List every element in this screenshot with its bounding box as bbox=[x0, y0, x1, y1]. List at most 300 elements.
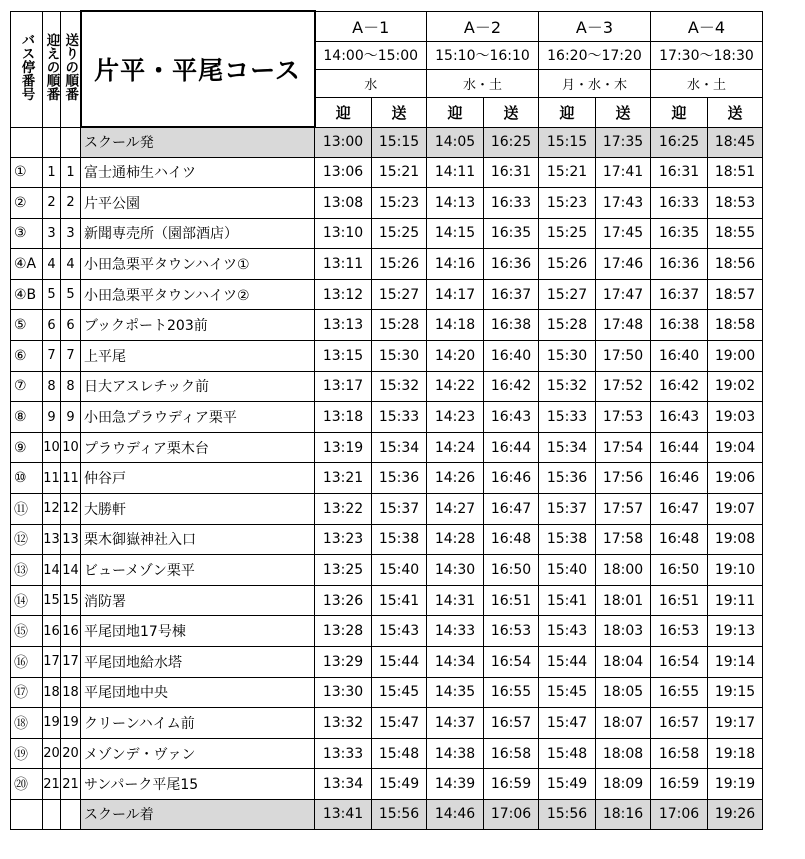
time-cell: 15:28 bbox=[539, 310, 596, 341]
time-cell: 13:13 bbox=[315, 310, 372, 341]
time-cell: 13:34 bbox=[315, 769, 372, 800]
time-cell: 19:19 bbox=[708, 769, 763, 800]
time-cell: 14:13 bbox=[427, 188, 484, 219]
time-cell: 16:48 bbox=[484, 524, 539, 555]
time-cell: 14:26 bbox=[427, 463, 484, 494]
time-cell: 15:47 bbox=[539, 708, 596, 739]
stop-number: ① bbox=[11, 157, 43, 188]
time-cell: 19:15 bbox=[708, 677, 763, 708]
time-cell: 14:22 bbox=[427, 371, 484, 402]
drop-order: 18 bbox=[61, 677, 81, 708]
time-cell: 18:55 bbox=[708, 218, 763, 249]
pickup-label: 迎 bbox=[315, 97, 372, 127]
time-cell: 14:35 bbox=[427, 677, 484, 708]
table-row bbox=[11, 463, 763, 494]
pickup-label: 迎 bbox=[427, 97, 484, 127]
stop-name: 片平公園 bbox=[81, 188, 315, 219]
table-row bbox=[11, 555, 763, 586]
drop-label: 送 bbox=[596, 97, 651, 127]
pickup-order: 9 bbox=[43, 402, 61, 433]
stop-name: 大勝軒 bbox=[81, 494, 315, 525]
stop-number: ② bbox=[11, 188, 43, 219]
time-cell: 17:54 bbox=[596, 432, 651, 463]
stop-number: ⑰ bbox=[11, 677, 43, 708]
drop-order: 2 bbox=[61, 188, 81, 219]
empty-cell bbox=[61, 799, 81, 829]
time-cell: 14:33 bbox=[427, 616, 484, 647]
stop-number: ⑤ bbox=[11, 310, 43, 341]
drop-order: 8 bbox=[61, 371, 81, 402]
time-cell: 17:06 bbox=[484, 799, 539, 829]
route-name-a3: A－3 bbox=[539, 11, 651, 41]
stop-number: ⑧ bbox=[11, 402, 43, 433]
stop-name: 小田急栗平タウンハイツ② bbox=[81, 279, 315, 310]
time-cell: 15:47 bbox=[372, 708, 427, 739]
drop-order: 6 bbox=[61, 310, 81, 341]
time-cell: 16:31 bbox=[651, 157, 708, 188]
time-cell: 19:13 bbox=[708, 616, 763, 647]
time-cell: 15:36 bbox=[372, 463, 427, 494]
time-cell: 13:10 bbox=[315, 218, 372, 249]
time-cell: 15:32 bbox=[372, 371, 427, 402]
time-cell: 17:43 bbox=[596, 188, 651, 219]
time-cell: 18:08 bbox=[596, 738, 651, 769]
time-cell: 17:47 bbox=[596, 279, 651, 310]
time-cell: 15:25 bbox=[372, 218, 427, 249]
empty-cell bbox=[43, 127, 61, 157]
table-row bbox=[11, 249, 763, 280]
stop-name: 平尾団地中央 bbox=[81, 677, 315, 708]
time-cell: 15:48 bbox=[372, 738, 427, 769]
time-cell: 17:50 bbox=[596, 341, 651, 372]
time-cell: 15:15 bbox=[372, 127, 427, 157]
depart-row bbox=[11, 127, 763, 157]
time-cell: 13:22 bbox=[315, 494, 372, 525]
time-cell: 19:02 bbox=[708, 371, 763, 402]
time-cell: 15:45 bbox=[539, 677, 596, 708]
stop-number: ⑭ bbox=[11, 585, 43, 616]
pickup-order-header: 迎えの順番 bbox=[43, 11, 61, 127]
time-cell: 16:55 bbox=[484, 677, 539, 708]
time-cell: 13:18 bbox=[315, 402, 372, 433]
arrive-label: スクール着 bbox=[81, 799, 315, 829]
time-cell: 16:42 bbox=[484, 371, 539, 402]
stop-name: 上平尾 bbox=[81, 341, 315, 372]
time-cell: 19:07 bbox=[708, 494, 763, 525]
arrive-row bbox=[11, 799, 763, 829]
time-cell: 15:40 bbox=[539, 555, 596, 586]
time-cell: 15:36 bbox=[539, 463, 596, 494]
pickup-order: 1 bbox=[43, 157, 61, 188]
stop-number: ③ bbox=[11, 218, 43, 249]
stop-name: ビューメゾン栗平 bbox=[81, 555, 315, 586]
stop-number: ⑩ bbox=[11, 463, 43, 494]
time-cell: 15:34 bbox=[372, 432, 427, 463]
stop-number: ⑬ bbox=[11, 555, 43, 586]
pickup-order: 15 bbox=[43, 585, 61, 616]
time-cell: 16:48 bbox=[651, 524, 708, 555]
time-cell: 18:57 bbox=[708, 279, 763, 310]
pickup-order: 16 bbox=[43, 616, 61, 647]
drop-order: 14 bbox=[61, 555, 81, 586]
drop-order: 21 bbox=[61, 769, 81, 800]
drop-order: 4 bbox=[61, 249, 81, 280]
drop-label: 送 bbox=[484, 97, 539, 127]
time-cell: 18:16 bbox=[596, 799, 651, 829]
time-cell: 15:48 bbox=[539, 738, 596, 769]
drop-order: 20 bbox=[61, 738, 81, 769]
route-days-a1: 水 bbox=[315, 69, 427, 97]
empty-cell bbox=[11, 799, 43, 829]
empty-cell bbox=[61, 127, 81, 157]
pickup-order: 18 bbox=[43, 677, 61, 708]
time-cell: 19:03 bbox=[708, 402, 763, 433]
time-cell: 15:44 bbox=[539, 647, 596, 678]
time-cell: 14:18 bbox=[427, 310, 484, 341]
time-cell: 15:43 bbox=[372, 616, 427, 647]
time-cell: 15:43 bbox=[539, 616, 596, 647]
drop-order: 3 bbox=[61, 218, 81, 249]
pickup-order: 2 bbox=[43, 188, 61, 219]
time-cell: 14:05 bbox=[427, 127, 484, 157]
time-cell: 13:23 bbox=[315, 524, 372, 555]
time-cell: 13:06 bbox=[315, 157, 372, 188]
drop-order: 11 bbox=[61, 463, 81, 494]
pickup-order: 4 bbox=[43, 249, 61, 280]
time-cell: 15:26 bbox=[372, 249, 427, 280]
table-row bbox=[11, 524, 763, 555]
drop-order: 12 bbox=[61, 494, 81, 525]
table-row bbox=[11, 585, 763, 616]
stop-name: 仲谷戸 bbox=[81, 463, 315, 494]
depart-label: スクール発 bbox=[81, 127, 315, 157]
time-cell: 15:21 bbox=[539, 157, 596, 188]
drop-order: 10 bbox=[61, 432, 81, 463]
stop-number: ⑱ bbox=[11, 708, 43, 739]
route-name-a2: A－2 bbox=[427, 11, 539, 41]
time-cell: 16:57 bbox=[651, 708, 708, 739]
time-cell: 13:30 bbox=[315, 677, 372, 708]
time-cell: 14:28 bbox=[427, 524, 484, 555]
stop-number: ⑮ bbox=[11, 616, 43, 647]
table-row bbox=[11, 738, 763, 769]
route-time-a2: 15:10～16:10 bbox=[427, 41, 539, 69]
time-cell: 14:34 bbox=[427, 647, 484, 678]
time-cell: 16:59 bbox=[484, 769, 539, 800]
empty-cell bbox=[43, 799, 61, 829]
time-cell: 16:54 bbox=[651, 647, 708, 678]
stop-name: 小田急プラウディア栗平 bbox=[81, 402, 315, 433]
route-days-a2: 水・土 bbox=[427, 69, 539, 97]
time-cell: 15:37 bbox=[539, 494, 596, 525]
time-cell: 18:04 bbox=[596, 647, 651, 678]
time-cell: 18:07 bbox=[596, 708, 651, 739]
time-cell: 15:30 bbox=[539, 341, 596, 372]
time-cell: 15:40 bbox=[372, 555, 427, 586]
drop-order: 19 bbox=[61, 708, 81, 739]
empty-cell bbox=[11, 127, 43, 157]
time-cell: 16:33 bbox=[484, 188, 539, 219]
time-cell: 14:16 bbox=[427, 249, 484, 280]
time-cell: 18:45 bbox=[708, 127, 763, 157]
pickup-label: 迎 bbox=[539, 97, 596, 127]
time-cell: 15:45 bbox=[372, 677, 427, 708]
pickup-order: 6 bbox=[43, 310, 61, 341]
time-cell: 14:38 bbox=[427, 738, 484, 769]
stop-number: ⑨ bbox=[11, 432, 43, 463]
stop-number-header: バス停番号 bbox=[11, 11, 43, 127]
stop-number: ⑳ bbox=[11, 769, 43, 800]
drop-order: 13 bbox=[61, 524, 81, 555]
time-cell: 16:37 bbox=[484, 279, 539, 310]
drop-order: 9 bbox=[61, 402, 81, 433]
time-cell: 15:23 bbox=[539, 188, 596, 219]
time-cell: 13:26 bbox=[315, 585, 372, 616]
pickup-order: 8 bbox=[43, 371, 61, 402]
time-cell: 15:33 bbox=[372, 402, 427, 433]
time-cell: 16:54 bbox=[484, 647, 539, 678]
time-cell: 13:15 bbox=[315, 341, 372, 372]
course-title: 片平・平尾コース bbox=[81, 11, 315, 127]
drop-order: 1 bbox=[61, 157, 81, 188]
time-cell: 16:38 bbox=[484, 310, 539, 341]
time-cell: 15:15 bbox=[539, 127, 596, 157]
time-cell: 16:44 bbox=[484, 432, 539, 463]
pickup-order: 14 bbox=[43, 555, 61, 586]
time-cell: 18:53 bbox=[708, 188, 763, 219]
drop-order: 5 bbox=[61, 279, 81, 310]
route-time-a1: 14:00～15:00 bbox=[315, 41, 427, 69]
time-cell: 17:45 bbox=[596, 218, 651, 249]
route-days-a4: 水・土 bbox=[651, 69, 763, 97]
route-time-a4: 17:30～18:30 bbox=[651, 41, 763, 69]
time-cell: 17:52 bbox=[596, 371, 651, 402]
table-row bbox=[11, 769, 763, 800]
time-cell: 19:00 bbox=[708, 341, 763, 372]
stop-name: 富士通柿生ハイツ bbox=[81, 157, 315, 188]
time-cell: 18:01 bbox=[596, 585, 651, 616]
time-cell: 14:30 bbox=[427, 555, 484, 586]
pickup-order: 19 bbox=[43, 708, 61, 739]
time-cell: 14:15 bbox=[427, 218, 484, 249]
time-cell: 15:56 bbox=[372, 799, 427, 829]
time-cell: 14:46 bbox=[427, 799, 484, 829]
time-cell: 15:49 bbox=[539, 769, 596, 800]
pickup-order: 5 bbox=[43, 279, 61, 310]
time-cell: 15:41 bbox=[372, 585, 427, 616]
time-cell: 14:23 bbox=[427, 402, 484, 433]
time-cell: 19:10 bbox=[708, 555, 763, 586]
time-cell: 15:34 bbox=[539, 432, 596, 463]
time-cell: 13:19 bbox=[315, 432, 372, 463]
stop-number: ⑥ bbox=[11, 341, 43, 372]
stop-number: ⑫ bbox=[11, 524, 43, 555]
time-cell: 14:27 bbox=[427, 494, 484, 525]
table-row bbox=[11, 157, 763, 188]
time-cell: 15:28 bbox=[372, 310, 427, 341]
route-time-a3: 16:20～17:20 bbox=[539, 41, 651, 69]
route-name-a4: A－4 bbox=[651, 11, 763, 41]
route-name-a1: A－1 bbox=[315, 11, 427, 41]
time-cell: 16:43 bbox=[651, 402, 708, 433]
time-cell: 16:50 bbox=[651, 555, 708, 586]
time-cell: 18:58 bbox=[708, 310, 763, 341]
stop-name: メゾンデ・ヴァン bbox=[81, 738, 315, 769]
time-cell: 19:08 bbox=[708, 524, 763, 555]
pickup-order: 17 bbox=[43, 647, 61, 678]
stop-name: 消防署 bbox=[81, 585, 315, 616]
time-cell: 13:41 bbox=[315, 799, 372, 829]
stop-name: プラウディア栗木台 bbox=[81, 432, 315, 463]
time-cell: 16:47 bbox=[651, 494, 708, 525]
stop-number: ⑲ bbox=[11, 738, 43, 769]
time-cell: 15:56 bbox=[539, 799, 596, 829]
pickup-label: 迎 bbox=[651, 97, 708, 127]
time-cell: 15:44 bbox=[372, 647, 427, 678]
time-cell: 17:57 bbox=[596, 494, 651, 525]
time-cell: 16:55 bbox=[651, 677, 708, 708]
table-row bbox=[11, 647, 763, 678]
time-cell: 16:42 bbox=[651, 371, 708, 402]
stop-name: 平尾団地給水塔 bbox=[81, 647, 315, 678]
time-cell: 16:53 bbox=[651, 616, 708, 647]
time-cell: 15:49 bbox=[372, 769, 427, 800]
stop-number: ⑪ bbox=[11, 494, 43, 525]
time-cell: 18:00 bbox=[596, 555, 651, 586]
time-cell: 13:32 bbox=[315, 708, 372, 739]
stop-name: サンパーク平尾15 bbox=[81, 769, 315, 800]
pickup-order: 13 bbox=[43, 524, 61, 555]
stop-number: ④A bbox=[11, 249, 43, 280]
time-cell: 17:53 bbox=[596, 402, 651, 433]
time-cell: 13:29 bbox=[315, 647, 372, 678]
stop-name: 日大アスレチック前 bbox=[81, 371, 315, 402]
table-row bbox=[11, 494, 763, 525]
time-cell: 15:32 bbox=[539, 371, 596, 402]
time-cell: 15:27 bbox=[539, 279, 596, 310]
time-cell: 17:56 bbox=[596, 463, 651, 494]
time-cell: 16:38 bbox=[651, 310, 708, 341]
time-cell: 13:21 bbox=[315, 463, 372, 494]
table-row bbox=[11, 708, 763, 739]
time-cell: 14:17 bbox=[427, 279, 484, 310]
time-cell: 14:20 bbox=[427, 341, 484, 372]
time-cell: 17:46 bbox=[596, 249, 651, 280]
time-cell: 16:53 bbox=[484, 616, 539, 647]
drop-order: 7 bbox=[61, 341, 81, 372]
table-row bbox=[11, 279, 763, 310]
time-cell: 15:37 bbox=[372, 494, 427, 525]
time-cell: 13:08 bbox=[315, 188, 372, 219]
time-cell: 16:46 bbox=[484, 463, 539, 494]
stop-name: ブックポート203前 bbox=[81, 310, 315, 341]
time-cell: 15:25 bbox=[539, 218, 596, 249]
time-cell: 14:37 bbox=[427, 708, 484, 739]
time-cell: 15:41 bbox=[539, 585, 596, 616]
time-cell: 18:05 bbox=[596, 677, 651, 708]
time-cell: 15:21 bbox=[372, 157, 427, 188]
drop-order: 15 bbox=[61, 585, 81, 616]
drop-label: 送 bbox=[708, 97, 763, 127]
pickup-order: 10 bbox=[43, 432, 61, 463]
time-cell: 17:48 bbox=[596, 310, 651, 341]
time-cell: 16:46 bbox=[651, 463, 708, 494]
time-cell: 14:11 bbox=[427, 157, 484, 188]
drop-label: 送 bbox=[372, 97, 427, 127]
pickup-order: 11 bbox=[43, 463, 61, 494]
time-cell: 16:25 bbox=[651, 127, 708, 157]
table-row bbox=[11, 371, 763, 402]
table-row bbox=[11, 432, 763, 463]
time-cell: 16:58 bbox=[484, 738, 539, 769]
stop-name: 栗木御嶽神社入口 bbox=[81, 524, 315, 555]
time-cell: 16:33 bbox=[651, 188, 708, 219]
time-cell: 18:56 bbox=[708, 249, 763, 280]
time-cell: 18:03 bbox=[596, 616, 651, 647]
time-cell: 13:33 bbox=[315, 738, 372, 769]
table-row bbox=[11, 310, 763, 341]
pickup-order: 20 bbox=[43, 738, 61, 769]
time-cell: 19:26 bbox=[708, 799, 763, 829]
time-cell: 17:06 bbox=[651, 799, 708, 829]
time-cell: 17:41 bbox=[596, 157, 651, 188]
stop-name: クリーンハイム前 bbox=[81, 708, 315, 739]
time-cell: 16:25 bbox=[484, 127, 539, 157]
time-cell: 16:36 bbox=[484, 249, 539, 280]
stop-number: ④B bbox=[11, 279, 43, 310]
time-cell: 17:58 bbox=[596, 524, 651, 555]
time-cell: 16:50 bbox=[484, 555, 539, 586]
time-cell: 19:04 bbox=[708, 432, 763, 463]
time-cell: 13:17 bbox=[315, 371, 372, 402]
time-cell: 15:33 bbox=[539, 402, 596, 433]
time-cell: 19:14 bbox=[708, 647, 763, 678]
drop-order: 16 bbox=[61, 616, 81, 647]
table-row bbox=[11, 402, 763, 433]
stop-number: ⑯ bbox=[11, 647, 43, 678]
time-cell: 13:00 bbox=[315, 127, 372, 157]
route-days-a3: 月・水・木 bbox=[539, 69, 651, 97]
time-cell: 16:57 bbox=[484, 708, 539, 739]
time-cell: 13:28 bbox=[315, 616, 372, 647]
time-cell: 14:39 bbox=[427, 769, 484, 800]
time-cell: 17:35 bbox=[596, 127, 651, 157]
table-row bbox=[11, 616, 763, 647]
table-row bbox=[11, 341, 763, 372]
time-cell: 15:26 bbox=[539, 249, 596, 280]
time-cell: 16:37 bbox=[651, 279, 708, 310]
time-cell: 15:23 bbox=[372, 188, 427, 219]
time-cell: 16:35 bbox=[484, 218, 539, 249]
time-cell: 18:09 bbox=[596, 769, 651, 800]
time-cell: 13:12 bbox=[315, 279, 372, 310]
time-cell: 14:31 bbox=[427, 585, 484, 616]
time-cell: 19:17 bbox=[708, 708, 763, 739]
time-cell: 16:35 bbox=[651, 218, 708, 249]
time-cell: 15:38 bbox=[372, 524, 427, 555]
time-cell: 18:51 bbox=[708, 157, 763, 188]
time-cell: 16:51 bbox=[484, 585, 539, 616]
time-cell: 16:43 bbox=[484, 402, 539, 433]
stop-name: 平尾団地17号棟 bbox=[81, 616, 315, 647]
time-cell: 16:51 bbox=[651, 585, 708, 616]
time-cell: 16:40 bbox=[651, 341, 708, 372]
time-cell: 19:06 bbox=[708, 463, 763, 494]
time-cell: 19:18 bbox=[708, 738, 763, 769]
time-cell: 13:25 bbox=[315, 555, 372, 586]
table-row bbox=[11, 677, 763, 708]
time-cell: 16:44 bbox=[651, 432, 708, 463]
